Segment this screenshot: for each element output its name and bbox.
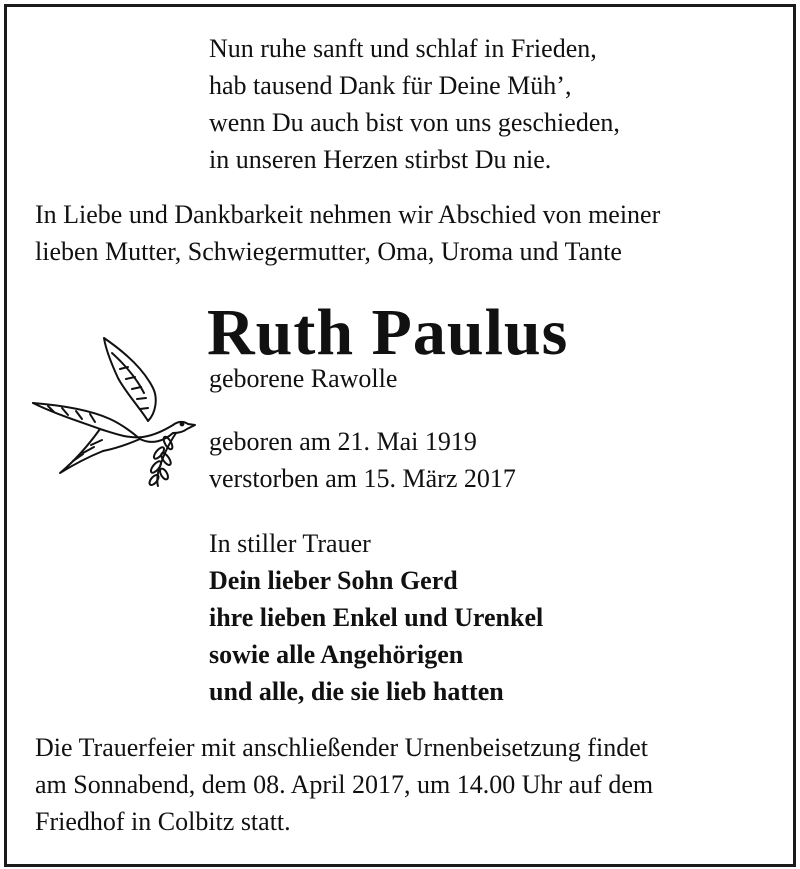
poem-line: hab tausend Dank für Deine Müh’, bbox=[209, 71, 572, 100]
poem-line: in unseren Herzen stirbst Du nie. bbox=[209, 145, 552, 174]
mourner-line: und alle, die sie lieb hatten bbox=[209, 677, 504, 706]
funeral-line: Die Trauerfeier mit anschließender Urnenbeisetzung findet bbox=[35, 733, 648, 762]
intro-line: lieben Mutter, Schwiegermutter, Oma, Uroma und Tante bbox=[35, 237, 622, 266]
life-dates bbox=[209, 423, 516, 497]
funeral-line: Friedhof in Colbitz statt. bbox=[35, 807, 291, 836]
poem-line: Nun ruhe sanft und schlaf in Frieden, bbox=[209, 34, 597, 63]
mourner-line: ihre lieben Enkel und Urenkel bbox=[209, 603, 544, 632]
death-date: verstorben am 15. März 2017 bbox=[209, 464, 516, 493]
mourners-heading: In stiller Trauer bbox=[209, 529, 371, 558]
poem-verse bbox=[209, 30, 620, 178]
birth-date: geboren am 21. Mai 1919 bbox=[209, 427, 477, 456]
poem-line: wenn Du auch bist von uns geschieden, bbox=[209, 108, 620, 137]
dove-with-olive-branch-icon bbox=[28, 333, 198, 488]
funeral-line: am Sonnabend, dem 08. April 2017, um 14.00 Uhr auf dem bbox=[35, 770, 654, 799]
deceased-name: Ruth Paulus bbox=[207, 296, 569, 369]
mourner-line: sowie alle Angehörigen bbox=[209, 640, 464, 669]
mourner-line: Dein lieber Sohn Gerd bbox=[209, 566, 458, 595]
maiden-name: geborene Rawolle bbox=[209, 364, 398, 393]
intro-text bbox=[35, 196, 660, 270]
funeral-details bbox=[35, 729, 653, 840]
mourners-block bbox=[209, 525, 543, 710]
intro-line: In Liebe und Dankbarkeit nehmen wir Abschied von meiner bbox=[35, 200, 661, 229]
